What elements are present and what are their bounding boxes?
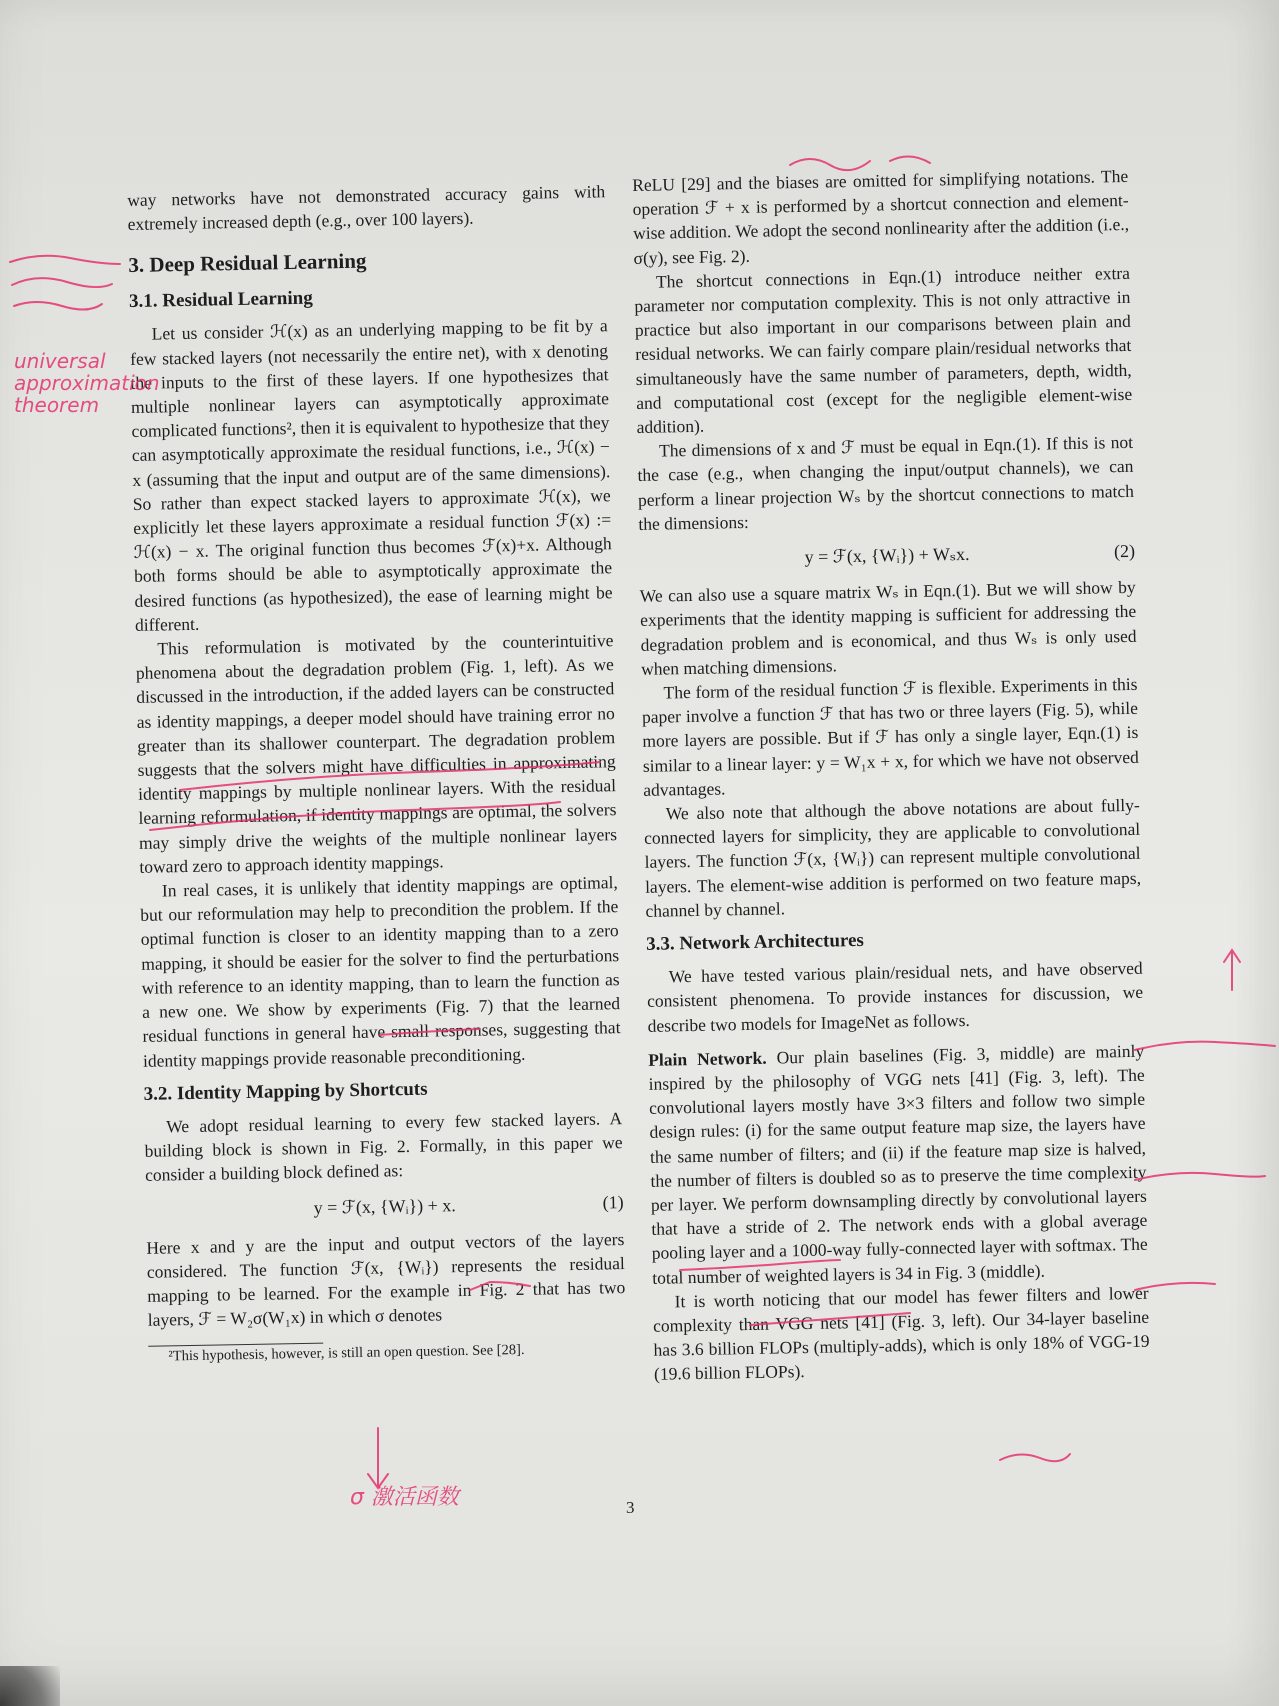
ink-arrow (368, 1428, 388, 1488)
paragraph: In real cases, it is unlikely that identity mappings are optimal, but our reformulation may help to precondition the problem. If the optimal function is closer to an identity mapping than to a zero mapping, it should be easier for the solver to find the perturbations with reference to an identity mapping, than to learn the function as a new one. We show by experiments (Fig. 7) that the learned residual functions in general have small responses, suggesting that identity mappings provide reasonable preconditioning. (140, 872, 621, 1071)
equation-1-body: y = ℱ(x, {Wᵢ}) + x. (313, 1195, 456, 1219)
ink-scribble (1135, 1042, 1275, 1050)
margin-note: universal approximation theorem (14, 349, 160, 417)
subsection-heading-3-2: 3.2. Identity Mapping by Shortcuts (143, 1078, 428, 1105)
equation-2 (639, 539, 1135, 572)
paragraph: Let us consider ℋ(x) as an underlying mapping to be fit by a few stacked layers (not necessarily the entire net), with x denoting the inputs to the first of these layers. If one hypothesizes that multiple nonlinear layers can asymptotically approximate complicated functions², then it is equivalent to hypothesize that they can asymptotically approximate the residual functions, i.e., ℋ(x) − x (assuming that the input and output are of the same dimensions). So rather than expect stacked layers to approximate ℋ(x), we explicitly let these layers approximate a residual function ℱ(x) := ℋ(x) − x. The original function thus becomes ℱ(x)+x. Although both forms should be able to asymptotically approximate the desired functions (as hypothesized), the ease of learning might be different. (129, 315, 613, 635)
paragraph: We have tested various plain/residual nets, and have observed consistent phenomena. To provide instances for discussion, we describe two models for ImageNet as follows. (646, 957, 1144, 1036)
ink-arrow (1224, 950, 1240, 990)
subsection-heading-3-1: 3.1. Residual Learning (128, 288, 313, 313)
equation-2-body: y = ℱ(x, {Wᵢ}) + Wₛx. (804, 543, 970, 567)
paragraph: It is worth noticing that our model has fewer filters and lower complexity than VGG nets [41] (Fig. 3, left). Our 34-layer baseline has 3.6 billion FLOPs (multiply-adds), which is only 18% of VGG-19 (19.6 billion FLOPs). (652, 1282, 1150, 1385)
paragraph (648, 1038, 1148, 1289)
margin-note: σ 激活函数 (350, 1485, 459, 1510)
equation-1-number: (1) (602, 1192, 624, 1213)
paragraph: Here x and y are the input and output vectors of the layers considered. The function ℱ(x, {Wᵢ}) represents the residual mapping to be learned. For the example in Fig. 2 that has two layers, ℱ = W₂σ(W₁x) in which σ denotes (146, 1228, 626, 1330)
section-heading: 3. Deep Residual Learning (128, 249, 367, 278)
equation-2-number: (2) (1113, 540, 1136, 562)
paragraph: The form of the residual function ℱ is flexible. Experiments in this paper involve a function ℱ that has two or three layers (Fig. 5), while more layers are possible. But if ℱ has only a single layer, Eqn.(1) is similar to a linear layer: y = W₁x + x, for which we have not observed advantages. (641, 673, 1139, 800)
right-column (632, 164, 1150, 1386)
ink-scribble (1135, 1173, 1265, 1180)
paragraph: The shortcut connections in Eqn.(1) introduce neither extra parameter nor computation complexity. This is not only attractive in practice but also important in our comparisons between plain and residual networks. We can fairly compare plain/residual networks that simultaneously have the same number of parameters, depth, width, and computational cost (except for the negligible element-wise addition). (634, 262, 1133, 437)
paragraph: We can also use a square matrix Wₛ in Eqn.(1). But we will show by experiments that the identity mapping is sufficient for addressing the degradation problem and is economical, and thus Wₛ is only used when matching dimensions. (639, 577, 1137, 679)
run-in-heading: Plain Network. (648, 1047, 767, 1070)
ink-scribble (10, 256, 120, 264)
left-column (127, 179, 627, 1367)
paragraph: The dimensions of x and ℱ must be equal in Eqn.(1). If this is not the case (e.g., when changing the input/output channels), we can perform a linear projection Wₛ by the shortcut connections to match the dimensions: (637, 432, 1135, 534)
page-number: 3 (626, 1498, 635, 1517)
ink-scribble (14, 302, 102, 310)
equation-1 (146, 1190, 624, 1223)
intro-paragraph: way networks have not demonstrated accuracy gains with extremely increased depth (e.g., over 100 layers). (127, 181, 606, 235)
ink-scribble (1000, 1454, 1070, 1461)
page-corner-shadow (0, 1666, 60, 1706)
ink-scribble (12, 278, 112, 287)
footnote: ²This hypothesis, however, is still an open question. See [28]. (168, 1342, 525, 1365)
subsection-heading-3-3: 3.3. Network Architectures (645, 929, 865, 955)
paragraph: ReLU [29] and the biases are omitted for simplifying notations. The operation ℱ + x is performed by a shortcut connection and element-wise addition. We adopt the second nonlinearity after the addition (i.e., σ(y), see Fig. 2). (632, 165, 1130, 268)
paragraph-text: Our plain baselines (Fig. 3, middle) are mainly inspired by the philosophy of VGG nets [41] (Fig. 3, left). The convolutional layers mostly have 3×3 filters and follow two simple design rules: (i) for the same output feature map size, the layers have the same number of filters; and (ii) if the feature map size is halved, the number of filters is doubled so as to preserve the time complexity per layer. We perform downsampling directly by convolutional layers that have a stride of 2. The network ends with a global average pooling layer and a 1000-way fully-connected layer with softmax. The total number of weighted layers is 34 in Fig. 3 (middle). (648, 1040, 1148, 1288)
paragraph: This reformulation is motivated by the counterintuitive phenomena about the degradation problem (Fig. 1, left). As we discussed in the introduction, if the added layers can be constructed as identity mappings, a deeper model should have training error no greater than its shallower counterpart. The degradation problem suggests that the solvers might have difficulties in approximating identity mappings by multiple nonlinear layers. With the residual learning reformulation, if identity mappings are optimal, the solvers may simply drive the weights of the multiple nonlinear layers toward zero to approach identity mappings. (135, 630, 618, 877)
paragraph: We also note that although the above notations are about fully-connected layers for simplicity, they are applicable to convolutional layers. The function ℱ(x, {Wᵢ}) can represent multiple convolutional layers. The element-wise addition is performed on two feature maps, channel by channel. (644, 794, 1142, 921)
paragraph: We adopt residual learning to every few stacked layers. A building block is shown in Fig. 2. Formally, in this paper we consider a building block defined as: (144, 1107, 623, 1185)
